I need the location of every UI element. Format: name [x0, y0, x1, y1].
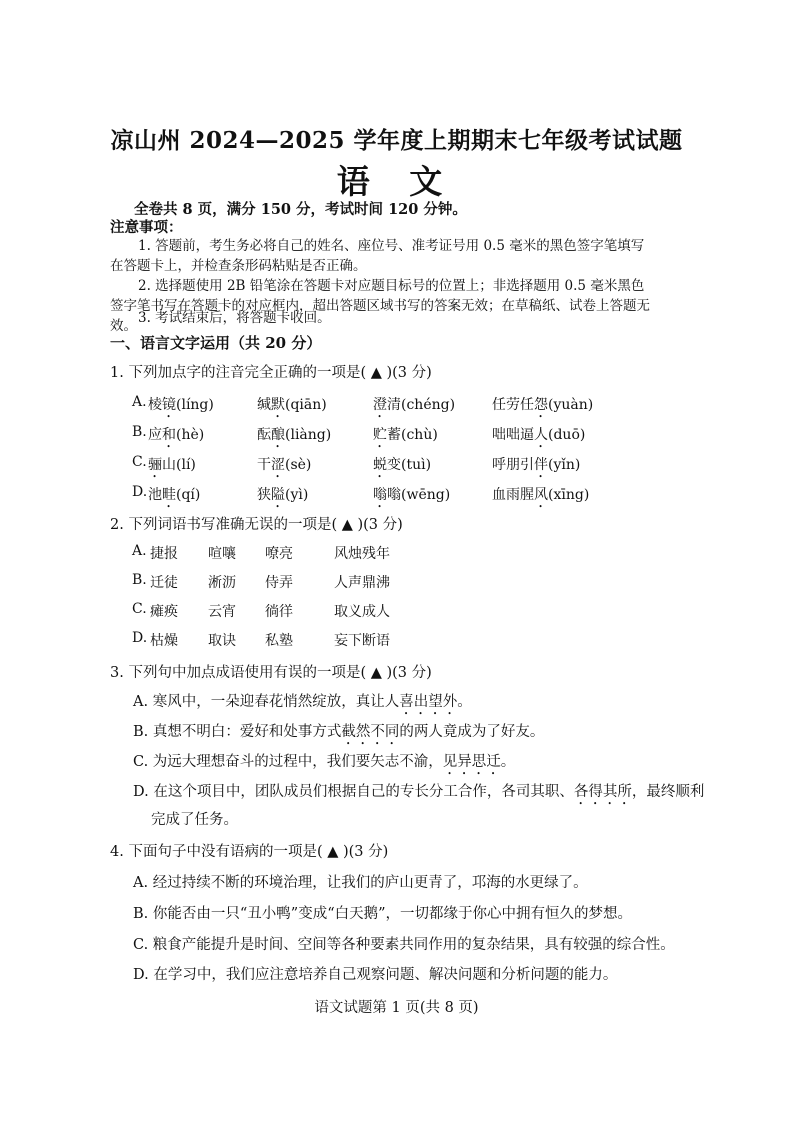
q1-option-c-letter: C. — [132, 454, 147, 470]
q2-option-b-word-3: 侍弄 — [265, 575, 293, 591]
q1-option-d-letter: D. — [132, 484, 148, 500]
q1-option-c-word-3: 蜕变(tuì) — [373, 457, 432, 473]
notice-item-1: 1. 答题前，考生务必将自己的姓名、座位号、准考证号用 0.5 毫米的黑色签字笔填写在答题卡上，并检查条形码粘贴是否正确。 — [110, 238, 645, 274]
q3-option-c: C. 为远大理想奋斗的过程中，我们要矢志不渝，见异思迁。 — [133, 754, 516, 770]
question-4-stem: 4. 下面句子中没有语病的一项是( ▲ )(3 分) — [110, 844, 389, 860]
q1-option-c-word-2: 干涩(sè) — [257, 457, 312, 473]
subject-title: 语 文 — [336, 162, 457, 201]
q2-option-d-word-4: 妄下断语 — [334, 633, 390, 649]
q1-option-a-word-2: 缄默(qiān) — [257, 397, 327, 413]
question-1-stem: 1. 下列加点字的注音完全正确的一项是( ▲ )(3 分) — [110, 365, 432, 381]
q2-option-d-word-1: 枯燥 — [150, 633, 178, 649]
q2-option-c-word-2: 云宵 — [208, 604, 236, 620]
q3-option-d-continued: 完成了任务。 — [151, 812, 238, 828]
q3-option-a: A. 寒风中，一朵迎春花悄然绽放，真让人喜出望外。 — [133, 694, 472, 710]
question-2-stem: 2. 下列词语书写准确无误的一项是( ▲ )(3 分) — [110, 517, 403, 533]
q2-option-c-word-3: 徜徉 — [265, 604, 293, 620]
q3-option-d: D. 在这个项目中，团队成员们根据自己的专长分工合作，各司其职、各得其所，最终顺利 — [133, 784, 705, 800]
q1-option-d-word-4: 血雨腥风(xīng) — [492, 487, 590, 503]
q2-option-c-letter: C. — [132, 601, 147, 617]
q1-option-d-word-3: 嗡嗡(wēng) — [373, 487, 451, 503]
notice-item-2: 2. 选择题使用 2B 铅笔涂在答题卡对应题目标号的位置上；非选择题用 0.5 毫米黑色签字笔书写在答题卡的对应框内，超出答题区域书写的答案无效；在草稿纸、试卷上答题无效。 — [110, 278, 650, 334]
q2-option-b-letter: B. — [132, 572, 147, 588]
q2-option-a-letter: A. — [132, 543, 147, 559]
q2-option-c-word-4: 取义成人 — [334, 604, 390, 620]
q2-option-b-word-1: 迁徒 — [150, 575, 178, 591]
page-footer: 语文试题第 1 页(共 8 页) — [314, 1000, 479, 1016]
q4-option-b: B. 你能否由一只“丑小鸭”变成“白天鹅”，一切都缘于你心中拥有恒久的梦想。 — [133, 906, 633, 922]
q1-option-c-word-1: 骊山(lí) — [148, 457, 196, 473]
q2-option-b-word-2: 淅沥 — [208, 575, 236, 591]
q4-option-c: C. 粮食产能提升是时间、空间等各种要素共同作用的复杂结果，具有较强的综合性。 — [133, 937, 675, 953]
q1-option-b-letter: B. — [132, 424, 147, 440]
q1-option-d-word-2: 狭隘(yì) — [257, 487, 309, 503]
notice-heading: 注意事项： — [110, 219, 183, 236]
q1-option-a-letter: A. — [132, 394, 147, 410]
q2-option-c-word-1: 瘫痪 — [150, 604, 178, 620]
q1-option-b-word-4: 咄咄逼人(duō) — [492, 427, 586, 443]
q1-option-b-word-2: 酝酿(liàng) — [257, 427, 332, 443]
section-title: 一、语言文字运用（共 20 分） — [110, 334, 322, 352]
q1-option-b-word-3: 贮蓄(chù) — [373, 427, 438, 443]
q1-option-b-word-1: 应和(hè) — [148, 427, 205, 443]
q2-option-a-word-1: 捷报 — [150, 546, 178, 562]
q1-option-a-word-3: 澄清(chéng) — [373, 397, 456, 413]
q2-option-a-word-3: 嘹亮 — [265, 546, 293, 562]
q2-option-d-word-2: 取诀 — [208, 633, 236, 649]
q2-option-a-word-4: 风烛残年 — [334, 546, 390, 562]
q2-option-a-word-2: 喧嚷 — [208, 546, 236, 562]
q1-option-a-word-1: 棱镜(líng) — [148, 397, 214, 413]
q2-option-d-letter: D. — [132, 630, 148, 646]
q2-option-d-word-3: 私塾 — [265, 633, 293, 649]
q1-option-c-word-4: 呼朋引伴(yǐn) — [492, 457, 581, 473]
q1-option-d-word-1: 池畦(qí) — [148, 487, 201, 503]
q4-option-d: D. 在学习中，我们应注意培养自己观察问题、解决问题和分析问题的能力。 — [133, 967, 618, 983]
exam-title: 凉山州 2024—2025 学年度上期期末七年级考试试题 — [110, 127, 683, 154]
q4-option-a: A. 经过持续不断的环境治理，让我们的庐山更青了，邛海的水更绿了。 — [133, 875, 588, 891]
notice-item-3: 3. 考试结束后，将答题卡收回。 — [138, 310, 331, 326]
q2-option-b-word-4: 人声鼎沸 — [334, 575, 390, 591]
question-3-stem: 3. 下列句中加点成语使用有误的一项是( ▲ )(3 分) — [110, 665, 432, 681]
q1-option-a-word-4: 任劳任怨(yuàn) — [492, 397, 594, 413]
q3-option-b: B. 真想不明白：爱好和处事方式截然不同的两人竟成为了好友。 — [133, 724, 545, 740]
exam-info: 全卷共 8 页，满分 150 分，考试时间 120 分钟。 — [134, 201, 467, 218]
